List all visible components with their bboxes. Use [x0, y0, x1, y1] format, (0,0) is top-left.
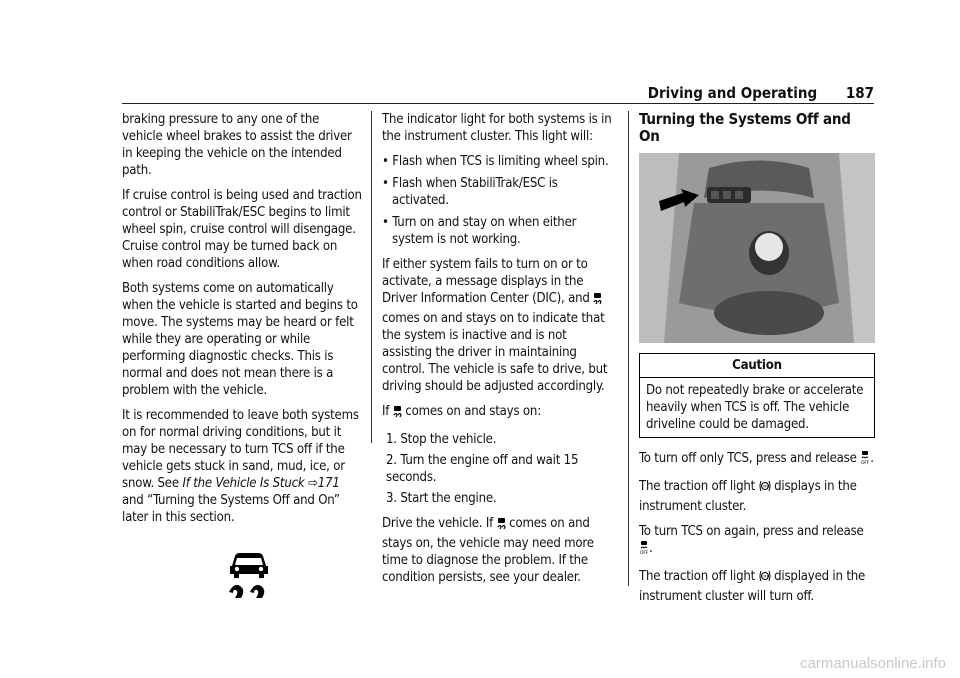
text: displays in the instrument cluster.	[639, 479, 857, 514]
paragraph	[122, 407, 362, 526]
column-divider	[628, 111, 629, 586]
page-header	[648, 84, 874, 102]
paragraph: braking pressure to any one of the vehicle wheel brakes to assist the driver in keeping the vehicle on the intended path.	[122, 112, 352, 178]
list-item: 2. Turn the engine off and wait 15 seconds.	[386, 453, 579, 485]
column-2	[382, 111, 618, 594]
text: If either system fails to turn on or to activate, a message displays in the Driver Information Center (DIC), and	[382, 257, 594, 306]
section-heading: Turning the Systems Off and On	[639, 110, 851, 145]
text: .	[870, 451, 874, 466]
list-item: 3. Start the engine.	[386, 491, 497, 506]
skid-car-icon	[393, 405, 402, 423]
svg-text:OFF: OFF	[762, 484, 769, 489]
page-reference[interactable]: 171	[317, 476, 340, 491]
bullet-text: Turn on and stay on when either system is not working.	[392, 215, 577, 247]
column-divider	[371, 111, 372, 443]
traction-off-button-icon	[860, 450, 870, 470]
paragraph	[639, 478, 875, 515]
list-item: • Turn on and stay on when either system is not working.	[382, 215, 577, 247]
cross-reference-link[interactable]: If the Vehicle Is Stuck	[182, 476, 305, 491]
text: .	[649, 541, 653, 556]
traction-off-light-icon	[759, 479, 771, 498]
skid-car-icon	[497, 517, 506, 535]
svg-text:OFF: OFF	[762, 574, 769, 579]
bullet-text: Flash when StabiliTrak/ESC is activated.	[392, 176, 558, 208]
caution-title: Caution	[640, 354, 874, 378]
caution-body: Do not repeatedly brake or accelerate heavily when TCS is off. The vehicle driveline could be damaged.	[646, 383, 864, 432]
reference-arrow-icon: ⇨	[308, 476, 318, 491]
text: comes on and stays on:	[401, 404, 541, 419]
text: If	[382, 404, 393, 419]
bullet-text: Flash when TCS is limiting wheel spin.	[392, 154, 609, 169]
text: To turn TCS on again, press and release	[639, 524, 864, 539]
traction-off-button-icon	[639, 540, 649, 560]
paragraph	[382, 403, 618, 423]
svg-text:OFF: OFF	[861, 461, 870, 465]
text: The traction off light	[639, 569, 759, 584]
paragraph: If cruise control is being used and traction control or StabiliTrak/ESC begins to limit wheel spin, cruise control will disengage. Cruise control may be turned back on when road conditions allow.	[122, 188, 362, 271]
section-title: Driving and Operating	[647, 84, 818, 102]
list-item: 1. Stop the vehicle.	[386, 432, 497, 447]
text: comes on and stays on, the vehicle may need more time to diagnose the problem. If the condition persists, see your dealer.	[382, 516, 594, 585]
skid-car-icon	[593, 292, 602, 310]
text: Drive the vehicle. If	[382, 516, 497, 531]
text: comes on and stays on to indicate that the system is inactive and is not assisting the driver in maintaining control. The vehicle is safe to drive, but driving should be adjusted accordingly.	[382, 311, 608, 394]
watermark: carmanualsonline.info	[800, 655, 946, 672]
text: displayed in the instrument cluster will turn off.	[639, 569, 866, 604]
list-item: • Flash when TCS is limiting wheel spin.	[382, 154, 609, 169]
list-item: • Flash when StabiliTrak/ESC is activated.	[382, 176, 558, 208]
paragraph	[382, 256, 618, 395]
paragraph	[639, 450, 875, 470]
text: The traction off light	[639, 479, 759, 494]
column-3	[639, 111, 875, 613]
skid-car-icon	[226, 552, 362, 605]
traction-off-light-icon	[759, 569, 771, 588]
paragraph: The indicator light for both systems is in the instrument cluster. This light will:	[382, 112, 612, 144]
text: It is recommended to leave both systems on for normal driving conditions, but it may be necessary to turn TCS off if the vehicle gets stuck in sand, mud, ice, or snow. See	[122, 408, 359, 491]
header-rule	[122, 103, 874, 104]
page-number: 187	[845, 84, 874, 102]
text: To turn off only TCS, press and release	[639, 451, 861, 466]
column-1	[122, 111, 362, 605]
paragraph	[382, 515, 618, 586]
svg-text:OFF: OFF	[640, 551, 649, 555]
paragraph: Both systems come on automatically when the vehicle is started and begins to move. The systems may be heard or felt while they are operating or while performing diagnostic checks. This is normal and does not mean there is a problem with the vehicle.	[122, 281, 358, 398]
paragraph	[639, 523, 875, 560]
console-photo	[639, 153, 875, 343]
paragraph	[639, 568, 875, 605]
text: and “Turning the Systems Off and On” later in this section.	[122, 493, 340, 525]
caution-box	[639, 353, 875, 438]
